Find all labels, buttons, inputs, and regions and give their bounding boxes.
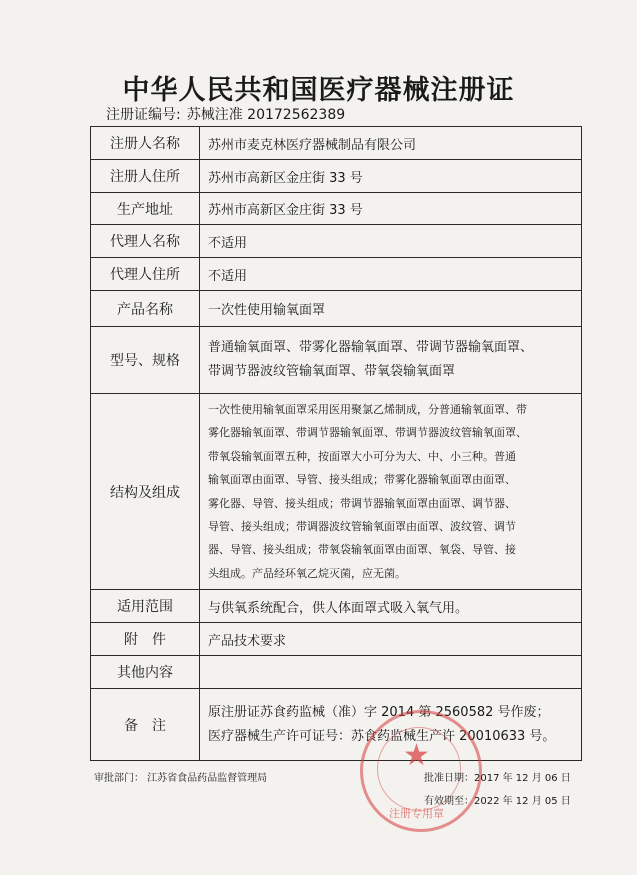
field-label: 生产地址 <box>91 193 200 225</box>
field-label: 代理人住所 <box>91 258 200 291</box>
field-value <box>200 394 582 590</box>
field-label: 其他内容 <box>91 656 200 689</box>
field-value: 不适用 <box>200 258 582 291</box>
field-value <box>200 327 582 394</box>
seal-text: 注册专用章 <box>389 807 444 820</box>
text-line: 医疗器械生产许可证号：苏食药监械生产许 20010633 号。 <box>208 728 556 744</box>
table-row <box>91 689 582 761</box>
text-line: 输氧面罩由面罩、导管、接头组成；带雾化器输氧面罩由面罩、 <box>208 473 516 487</box>
registration-number-label: 注册证编号: <box>106 107 181 123</box>
field-value: 苏州市高新区金庄街 33 号 <box>200 160 582 193</box>
field-label: 型号、规格 <box>91 327 200 394</box>
field-value: 苏州市高新区金庄街 33 号 <box>200 193 582 225</box>
approval-date-label: 批准日期： <box>424 773 474 784</box>
table-row <box>91 656 582 689</box>
field-value <box>200 656 582 689</box>
text-line: 普通输氧面罩、带雾化器输氧面罩、带调节器输氧面罩、 <box>208 340 534 355</box>
table-row <box>91 623 582 656</box>
field-value: 苏州市麦克林医疗器械制品有限公司 <box>200 127 582 160</box>
star-icon: ★ <box>403 738 430 773</box>
table-row <box>91 160 582 193</box>
valid-until-line <box>424 792 571 807</box>
field-value: 一次性使用输氧面罩 <box>200 291 582 327</box>
text-line: 雾化器输氧面罩、带调节器输氧面罩、带调节器波纹管输氧面罩、 <box>208 426 527 440</box>
table-row <box>91 225 582 258</box>
text-line: 导管、接头组成；带调器波纹管输氧面罩由面罩、波纹管、调节 <box>208 519 516 533</box>
text-line: 雾化器、导管、接头组成；带调节器输氧面罩由面罩、调节器、 <box>208 496 516 510</box>
registration-number-line <box>106 104 351 124</box>
field-value: 不适用 <box>200 225 582 258</box>
approval-department: 审批部门： 江苏省食品药品监督管理局 <box>94 773 268 784</box>
text-line: 带氧袋输氧面罩五种，按面罩大小可分为大、中、小三种。普通 <box>208 449 516 463</box>
registration-table <box>90 126 582 761</box>
registration-number: 苏械注准 20172562389 <box>186 107 346 123</box>
field-label: 注册人住所 <box>91 160 200 193</box>
approval-date-line <box>424 769 571 784</box>
field-label: 适用范围 <box>91 590 200 623</box>
field-label: 产品名称 <box>91 291 200 327</box>
table-row <box>91 291 582 327</box>
field-label: 结构及组成 <box>91 394 200 590</box>
table-row <box>91 193 582 225</box>
text-line: 带调节器波纹管输氧面罩、带氧袋输氧面罩 <box>208 364 456 379</box>
field-value: 与供氧系统配合，供人体面罩式吸入氧气用。 <box>200 590 582 623</box>
text-line: 原注册证苏食药监械（准）字 2014 第 2560582 号作废； <box>208 704 550 720</box>
text-line: 头组成。产品经环氧乙烷灭菌，应无菌。 <box>208 566 406 580</box>
page-title: 中华人民共和国医疗器械注册证 <box>122 75 515 106</box>
table-row <box>91 590 582 623</box>
field-label: 附 件 <box>91 623 200 656</box>
table-row <box>91 258 582 291</box>
table-row <box>91 127 582 160</box>
table-row <box>91 327 582 394</box>
field-label: 注册人名称 <box>91 127 200 160</box>
field-label: 代理人名称 <box>91 225 200 258</box>
text-line: 一次性使用输氧面罩采用医用聚氯乙烯制成，分普通输氧面罩、带 <box>208 402 527 416</box>
text-line: 器、导管、接头组成；带氧袋输氧面罩由面罩、氧袋、导管、接 <box>208 543 516 557</box>
table-row <box>91 394 582 590</box>
field-value: 产品技术要求 <box>200 623 582 656</box>
field-label: 备 注 <box>91 689 200 761</box>
valid-until-date: 2022 年 12 月 05 日 <box>474 796 571 807</box>
approval-date: 2017 年 12 月 06 日 <box>474 773 571 784</box>
valid-until-label: 有效期至： <box>424 796 474 807</box>
